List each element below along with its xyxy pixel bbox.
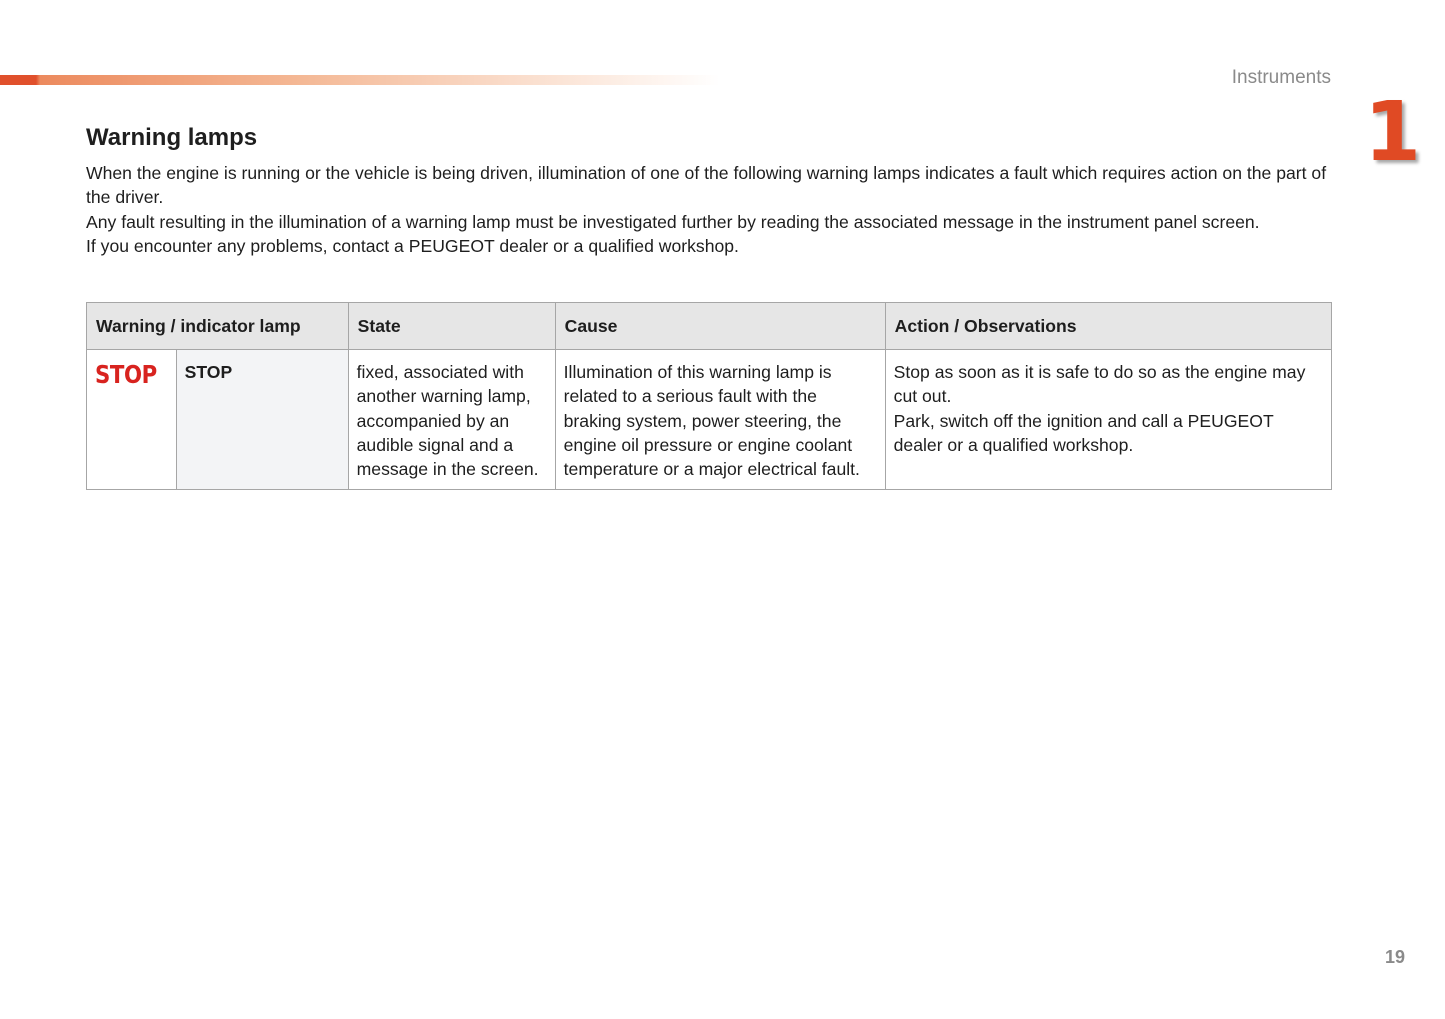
page-number: 19 bbox=[1384, 947, 1405, 967]
warning-lamps-table bbox=[86, 302, 1332, 490]
lamp-action bbox=[885, 350, 1331, 490]
lamp-state: fixed, associated with another warning lamp, accompanied by an audible signal and a message in the screen. bbox=[348, 350, 555, 490]
column-header-lamp: Warning / indicator lamp bbox=[87, 303, 349, 350]
chapter-number: 1 bbox=[1364, 85, 1420, 180]
stop-warning-icon: STOP bbox=[95, 360, 157, 389]
action-line: Stop as soon as it is safe to do so as the engine may cut out. bbox=[893, 362, 1306, 407]
action-line: Park, switch off the ignition and call a PEUGEOT dealer or a qualified workshop. bbox=[893, 410, 1274, 455]
lamp-icon-cell bbox=[87, 350, 177, 490]
header-accent-bar bbox=[0, 75, 720, 85]
intro-paragraph: If you encounter any problems, contact a PEUGEOT dealer or a qualified workshop. bbox=[86, 235, 739, 256]
intro-paragraph: When the engine is running or the vehicle is being driven, illumination of one of the following warning lamps indicates a fault which requires action on the part of the driver. bbox=[86, 163, 1327, 208]
column-header-cause: Cause bbox=[555, 303, 885, 350]
lamp-name: STOP bbox=[176, 350, 348, 490]
lamp-cause: Illumination of this warning lamp is related to a serious fault with the braking system, power steering, the engine oil pressure or engine coolant temperature or a major electrical fault. bbox=[555, 350, 885, 490]
intro-text bbox=[86, 161, 1336, 258]
table-row bbox=[87, 350, 1332, 490]
column-header-state: State bbox=[348, 303, 555, 350]
table-header-row bbox=[87, 303, 1332, 350]
intro-paragraph: Any fault resulting in the illumination of a warning lamp must be investigated further by reading the associated message in the instrument panel screen. bbox=[86, 211, 1260, 232]
section-title: Instruments bbox=[1231, 67, 1331, 88]
page-title: Warning lamps bbox=[86, 124, 258, 151]
column-header-action: Action / Observations bbox=[885, 303, 1331, 350]
